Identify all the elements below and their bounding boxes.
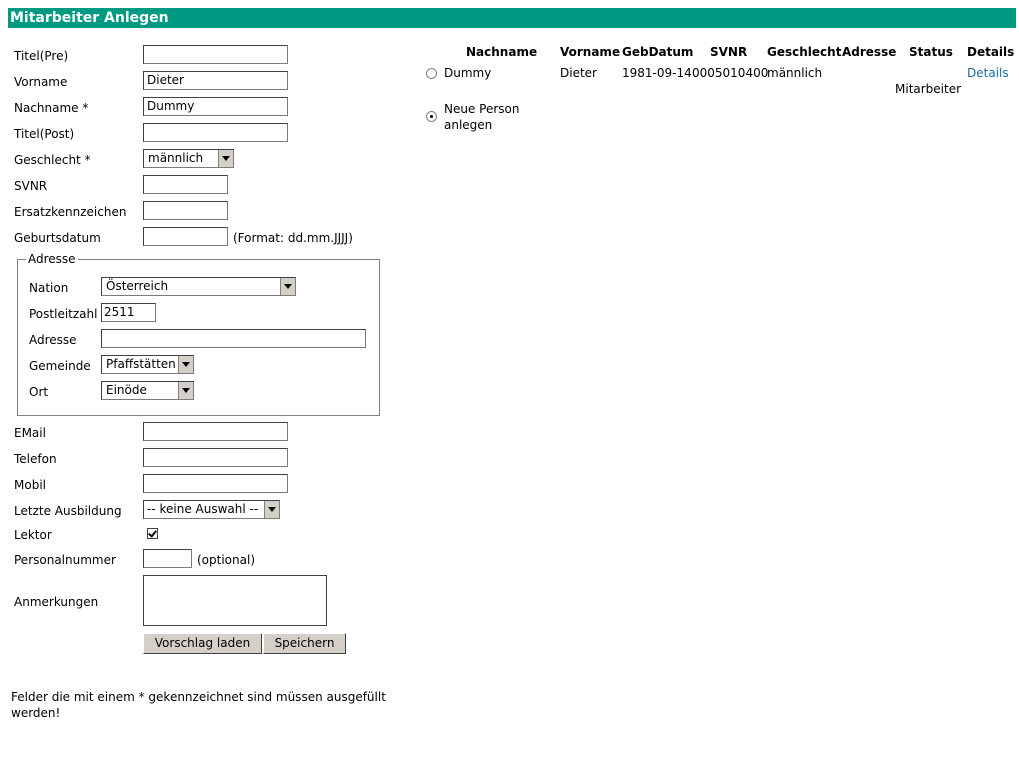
mobil-input[interactable] (143, 474, 288, 493)
personalnummer-input[interactable] (143, 549, 192, 568)
chevron-down-icon[interactable] (264, 501, 279, 518)
new-person-label-line1: Neue Person (444, 102, 520, 116)
ausbildung-value: -- keine Auswahl -- (147, 502, 259, 516)
speichern-button[interactable]: Speichern (263, 633, 346, 654)
adresse-input[interactable] (101, 329, 366, 348)
label-telefon: Telefon (14, 452, 57, 466)
chevron-down-icon[interactable] (218, 150, 233, 167)
label-vorname: Vorname (14, 75, 68, 89)
label-svnr: SVNR (14, 179, 48, 193)
ersatzkennzeichen-input[interactable] (143, 201, 228, 220)
label-ersatzkennzeichen: Ersatzkennzeichen (14, 205, 127, 219)
new-person-radio[interactable] (426, 111, 437, 122)
lektor-checkbox[interactable] (147, 528, 158, 539)
cell-gebdatum: 1981-09-14 (622, 66, 692, 80)
cell-vorname: Dieter (560, 66, 597, 80)
geschlecht-select[interactable] (143, 149, 234, 168)
label-gemeinde: Gemeinde (29, 359, 91, 373)
postleitzahl-input[interactable]: 2511 (101, 303, 156, 322)
label-email: EMail (14, 426, 46, 440)
vorschlag-laden-button[interactable]: Vorschlag laden (143, 633, 262, 654)
adresse-legend: Adresse (28, 252, 76, 266)
geschlecht-value: männlich (148, 151, 204, 165)
geburtsdatum-input[interactable] (143, 227, 228, 246)
required-fields-note: Felder die mit einem * gekennzeichnet sind müssen ausgefüllt werden! (11, 690, 386, 720)
cell-svnr: 0005010400 (692, 66, 769, 80)
chevron-down-icon[interactable] (178, 356, 193, 373)
ort-value: Einöde (106, 383, 147, 397)
geburtsdatum-hint: (Format: dd.mm.JJJJ) (233, 231, 353, 245)
email-input[interactable] (143, 422, 288, 441)
gemeinde-value: Pfaffstätten (106, 357, 176, 371)
nachname-input[interactable]: Dummy (143, 97, 288, 116)
ort-select[interactable] (101, 381, 194, 400)
label-titel-post: Titel(Post) (14, 127, 75, 141)
label-nachname: Nachname * (14, 101, 89, 115)
label-anmerkungen: Anmerkungen (14, 595, 99, 609)
gemeinde-select[interactable] (101, 355, 194, 374)
telefon-input[interactable] (143, 448, 288, 467)
th-geschlecht: Geschlecht (767, 45, 842, 59)
label-adresse: Adresse (29, 333, 77, 347)
cell-nachname: Dummy (444, 66, 492, 80)
label-postleitzahl: Postleitzahl (29, 307, 98, 321)
th-svnr: SVNR (710, 45, 748, 59)
vorname-input[interactable]: Dieter (143, 71, 288, 90)
label-ausbildung: Letzte Ausbildung (14, 504, 122, 518)
th-status: Status (909, 45, 953, 59)
label-nation: Nation (29, 281, 69, 295)
nation-select[interactable] (101, 277, 296, 296)
th-vorname: Vorname (560, 45, 621, 59)
nation-value: Österreich (106, 279, 169, 293)
new-person-label-line2: anlegen (444, 118, 493, 132)
th-adresse: Adresse (842, 45, 897, 59)
titel-pre-input[interactable] (143, 45, 288, 64)
details-link[interactable] (967, 65, 1009, 81)
svnr-input[interactable] (143, 175, 228, 194)
label-titel-pre: Titel(Pre) (14, 49, 69, 63)
page-title: Mitarbeiter Anlegen (8, 8, 1016, 28)
chevron-down-icon[interactable] (178, 382, 193, 399)
ausbildung-select[interactable] (143, 500, 280, 519)
chevron-down-icon[interactable] (280, 278, 295, 295)
titel-post-input[interactable] (143, 123, 288, 142)
personalnummer-hint: (optional) (197, 553, 255, 567)
label-lektor: Lektor (14, 528, 52, 542)
th-nachname: Nachname (466, 45, 538, 59)
cell-status: Mitarbeiter (895, 82, 962, 96)
details-link-text[interactable]: Details (967, 66, 1009, 80)
th-gebdatum: GebDatum (622, 45, 694, 59)
label-ort: Ort (29, 385, 49, 399)
result-row-radio[interactable] (426, 68, 437, 79)
label-geschlecht: Geschlecht * (14, 153, 91, 167)
anmerkungen-textarea[interactable] (143, 575, 327, 626)
cell-geschlecht: männlich (767, 66, 823, 80)
label-mobil: Mobil (14, 478, 46, 492)
th-details: Details (967, 45, 1015, 59)
label-personalnummer: Personalnummer (14, 553, 116, 567)
label-geburtsdatum: Geburtsdatum (14, 231, 101, 245)
